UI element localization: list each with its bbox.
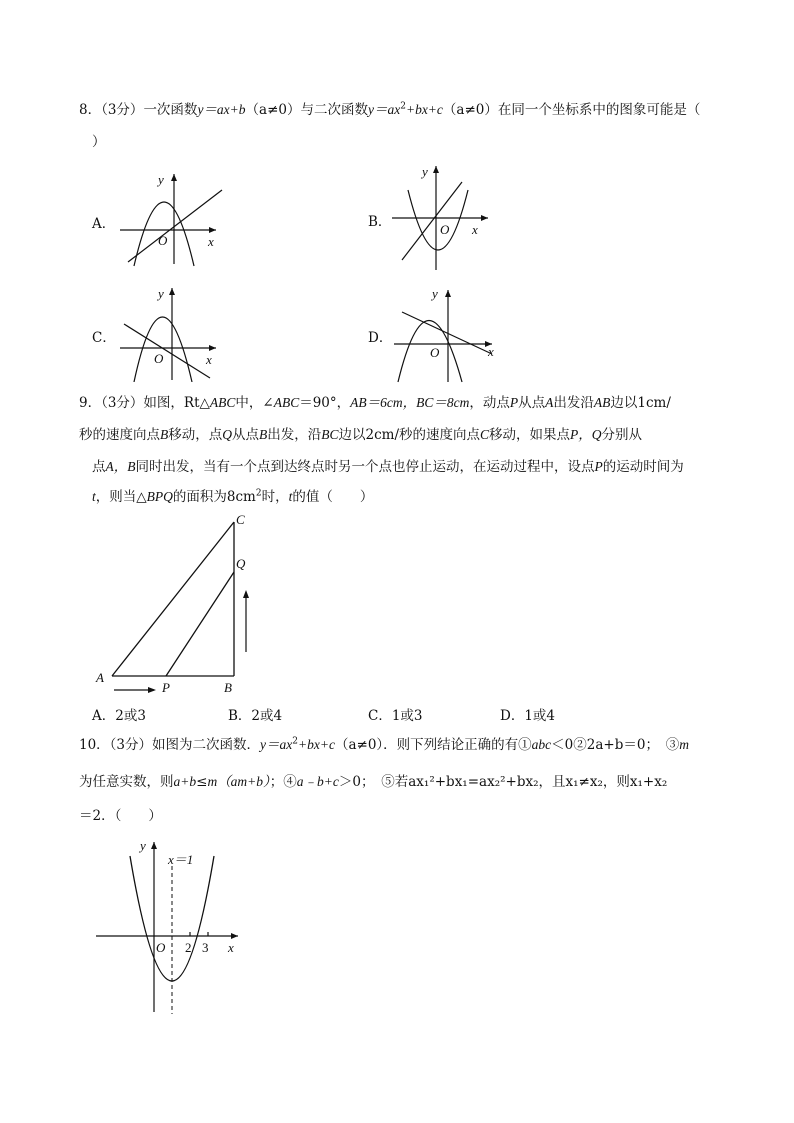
q9-l2-mid1: 移动，点: [168, 427, 223, 443]
q10-l1-c2: ＝0； ③: [623, 737, 680, 753]
q8-formula-quad-pre: y＝ax: [367, 102, 401, 117]
q10-l2-c4b: ＞0； ⑤若: [338, 774, 409, 790]
q9-l4-mid1: ，则当△: [95, 489, 147, 505]
q9-l4-t2: t: [288, 489, 293, 504]
q9-l1-pre: 9．（3分）如图，Rt△: [79, 395, 210, 411]
q9-l2-mid4: 边以: [338, 427, 366, 443]
q9-l1-angle: ABC: [273, 395, 300, 410]
q9-line1: [79, 393, 671, 413]
q8a-y-label: y: [158, 172, 164, 187]
q9-choice-d: D．1或4: [500, 708, 556, 724]
q9-l2-bc: BC: [321, 427, 339, 442]
q8-option-d-graph: [388, 284, 500, 384]
q9-l2-speed: 2cm/: [365, 427, 400, 443]
q10-l2-then: ，则: [602, 774, 630, 790]
q8c-y-label: y: [158, 286, 164, 301]
q8-line1: [79, 100, 700, 120]
q9-line3: [92, 457, 684, 477]
q10-line3: ＝2．（ ）: [79, 808, 162, 824]
q9-line2: [79, 425, 642, 445]
q9-l3-end: 的运动时间为: [602, 459, 684, 475]
q9-l3-mid1: 同时出发，当有一个点到达终点时另一个点也停止运动，在运动过程中，设点: [135, 459, 595, 475]
q8-text-a: 一次函数: [143, 102, 198, 118]
q10-y-label: y: [140, 838, 146, 853]
q10-l1-abc: abc: [531, 737, 552, 752]
q10-l1-cond: （a≠0）: [334, 737, 384, 753]
q8-close-paren: ）: [92, 134, 106, 150]
q8b-y-label: y: [422, 164, 428, 179]
q10-l2-ab: a+b: [173, 774, 197, 789]
q9-l2-c: C: [480, 427, 490, 442]
q8-cond2: （a≠0）: [442, 102, 498, 118]
q9-l4-area-sup: 2: [255, 488, 262, 499]
q8-text-c: 在同一个坐标系中的图象可能是（: [497, 102, 701, 118]
q9-l1-mid6: 边以: [610, 395, 638, 411]
q9-l2-b: B: [160, 427, 169, 442]
q9-label-b: B: [224, 680, 232, 695]
q9-l2-mid6: 移动，如果点: [489, 427, 571, 443]
q10-l1-c1: ＜0②: [551, 737, 587, 753]
q9-label-p: P: [162, 680, 170, 695]
q9-choice-a: A．2或3: [92, 708, 146, 724]
q10-l2-e5: ax₁²+bx₁=ax₂²+bx₂: [408, 774, 539, 790]
q9-label-c: C: [236, 512, 245, 527]
q8-option-b-label: B．: [368, 214, 392, 230]
q9-l1-ab: AB＝6cm，BC＝8cm: [350, 395, 470, 410]
q8-option-c-label: C．: [92, 330, 116, 346]
q10-l1-e2: 2a+b: [586, 737, 624, 753]
q8b-x-label: x: [472, 222, 478, 237]
q9-l2-end: 分别从: [601, 427, 643, 443]
q10-parabola-figure: [92, 836, 242, 1016]
q8b-origin: O: [440, 222, 450, 237]
q10-x-label: x: [228, 940, 234, 955]
q9-l1-mid1: 中，∠: [235, 395, 274, 411]
q9-l4-area: 8cm: [226, 489, 256, 505]
q10-origin: O: [156, 940, 166, 955]
q9-l1-mid2: ＝90°，: [299, 395, 351, 411]
q9-l2-mid3: 出发，沿: [267, 427, 322, 443]
q9-l4-end: 的值（ ）: [292, 489, 374, 505]
q8-formula-quad-sup: 2: [400, 101, 406, 112]
q9-l2-mid5: 秒的速度向点: [399, 427, 481, 443]
q8a-origin: O: [158, 233, 168, 248]
q10-line2: [79, 772, 667, 792]
q9-l1-p: P: [509, 395, 519, 410]
q9-l1-abc: ABC: [209, 395, 236, 410]
q8-text-b: 与二次函数: [300, 102, 368, 118]
q10-l2-e4: a﹣b+c: [296, 774, 339, 789]
q10-tick-3: 3: [202, 940, 209, 955]
q9-l3-pre: 点: [92, 459, 106, 475]
q8d-x-label: x: [488, 344, 494, 359]
q10-l1-mid: ．则下列结论正确的有①: [383, 737, 532, 753]
q8a-x-label: x: [208, 234, 214, 249]
q10-l1-fsup: 2: [292, 736, 298, 747]
q10-l2-le: ≤: [196, 774, 208, 790]
q10-l2-pre: 为任意实数，则: [79, 774, 174, 790]
q8c-origin: O: [154, 351, 164, 366]
q9-choice-c: C．1或3: [368, 708, 423, 724]
q9-l1-mid4: 从点: [518, 395, 546, 411]
q10-l2-paren: （am+b）: [217, 774, 270, 789]
q9-l1-mid3: ，动点: [469, 395, 510, 411]
q10-l2-c4: ；④: [269, 774, 297, 790]
q10-l2-m: m: [207, 774, 218, 789]
q10-l1-pre: 10．（3分）如图为二次函数．: [79, 737, 261, 753]
q10-l1-fpost: +bx+c: [298, 737, 335, 752]
q8d-y-label: y: [432, 286, 438, 301]
q10-l2-mid: ，且: [538, 774, 566, 790]
q8c-x-label: x: [206, 352, 212, 367]
q9-l2-mid2: 从点: [232, 427, 259, 443]
q10-l2-neq: x₁≠x₂: [565, 774, 603, 790]
q9-l3-p: P: [594, 459, 603, 474]
q9-l1-a: A: [545, 395, 554, 410]
q8-number: 8．: [79, 102, 102, 118]
q8-option-c-graph: [112, 282, 224, 382]
q10-l1-fpre: y＝ax: [260, 737, 293, 752]
q9-l1-speed: 1cm/: [637, 395, 671, 411]
q9-l1-ab2: AB: [593, 395, 611, 410]
q8-formula-quad-post: +bx+c: [405, 102, 443, 117]
q9-l2-b2: B: [259, 427, 268, 442]
q9-l3-ab: A，B: [105, 459, 136, 474]
q9-triangle-figure: [92, 510, 262, 700]
q9-l4-t: t: [92, 489, 96, 504]
q9-l1-mid5: 出发沿: [553, 395, 594, 411]
q8-option-a-label: A．: [92, 216, 116, 232]
q8-formula-linear: y＝ax+b: [197, 102, 246, 117]
q9-choice-b: B．2或4: [228, 708, 283, 724]
q10-tick-2: 2: [185, 940, 192, 955]
q9-l4-mid3: 时，: [261, 489, 289, 505]
q10-axis-label: x＝1: [168, 852, 194, 867]
q9-l4-mid2: 的面积为: [172, 489, 227, 505]
q10-l2-sum: x₁+x₂: [629, 774, 668, 790]
q9-l2-pq: P，Q: [570, 427, 602, 442]
q8d-origin: O: [430, 345, 440, 360]
q8-option-d-label: D．: [368, 330, 393, 346]
q10-line1: [79, 735, 689, 755]
q9-label-a: A: [96, 670, 104, 685]
q9-l4-bpq: BPQ: [146, 489, 173, 504]
q8-points: （3分）: [101, 102, 144, 118]
q8-option-a-graph: [112, 168, 224, 268]
q8-cond1: （a≠0）: [245, 102, 301, 118]
q8-option-b-graph: [388, 160, 492, 272]
q9-l2-q: Q: [222, 427, 232, 442]
q9-l2-pre: 秒的速度向点: [79, 427, 160, 443]
q9-line4: [92, 487, 373, 507]
q9-label-q: Q: [236, 556, 246, 571]
q10-l1-m: m: [679, 737, 689, 752]
